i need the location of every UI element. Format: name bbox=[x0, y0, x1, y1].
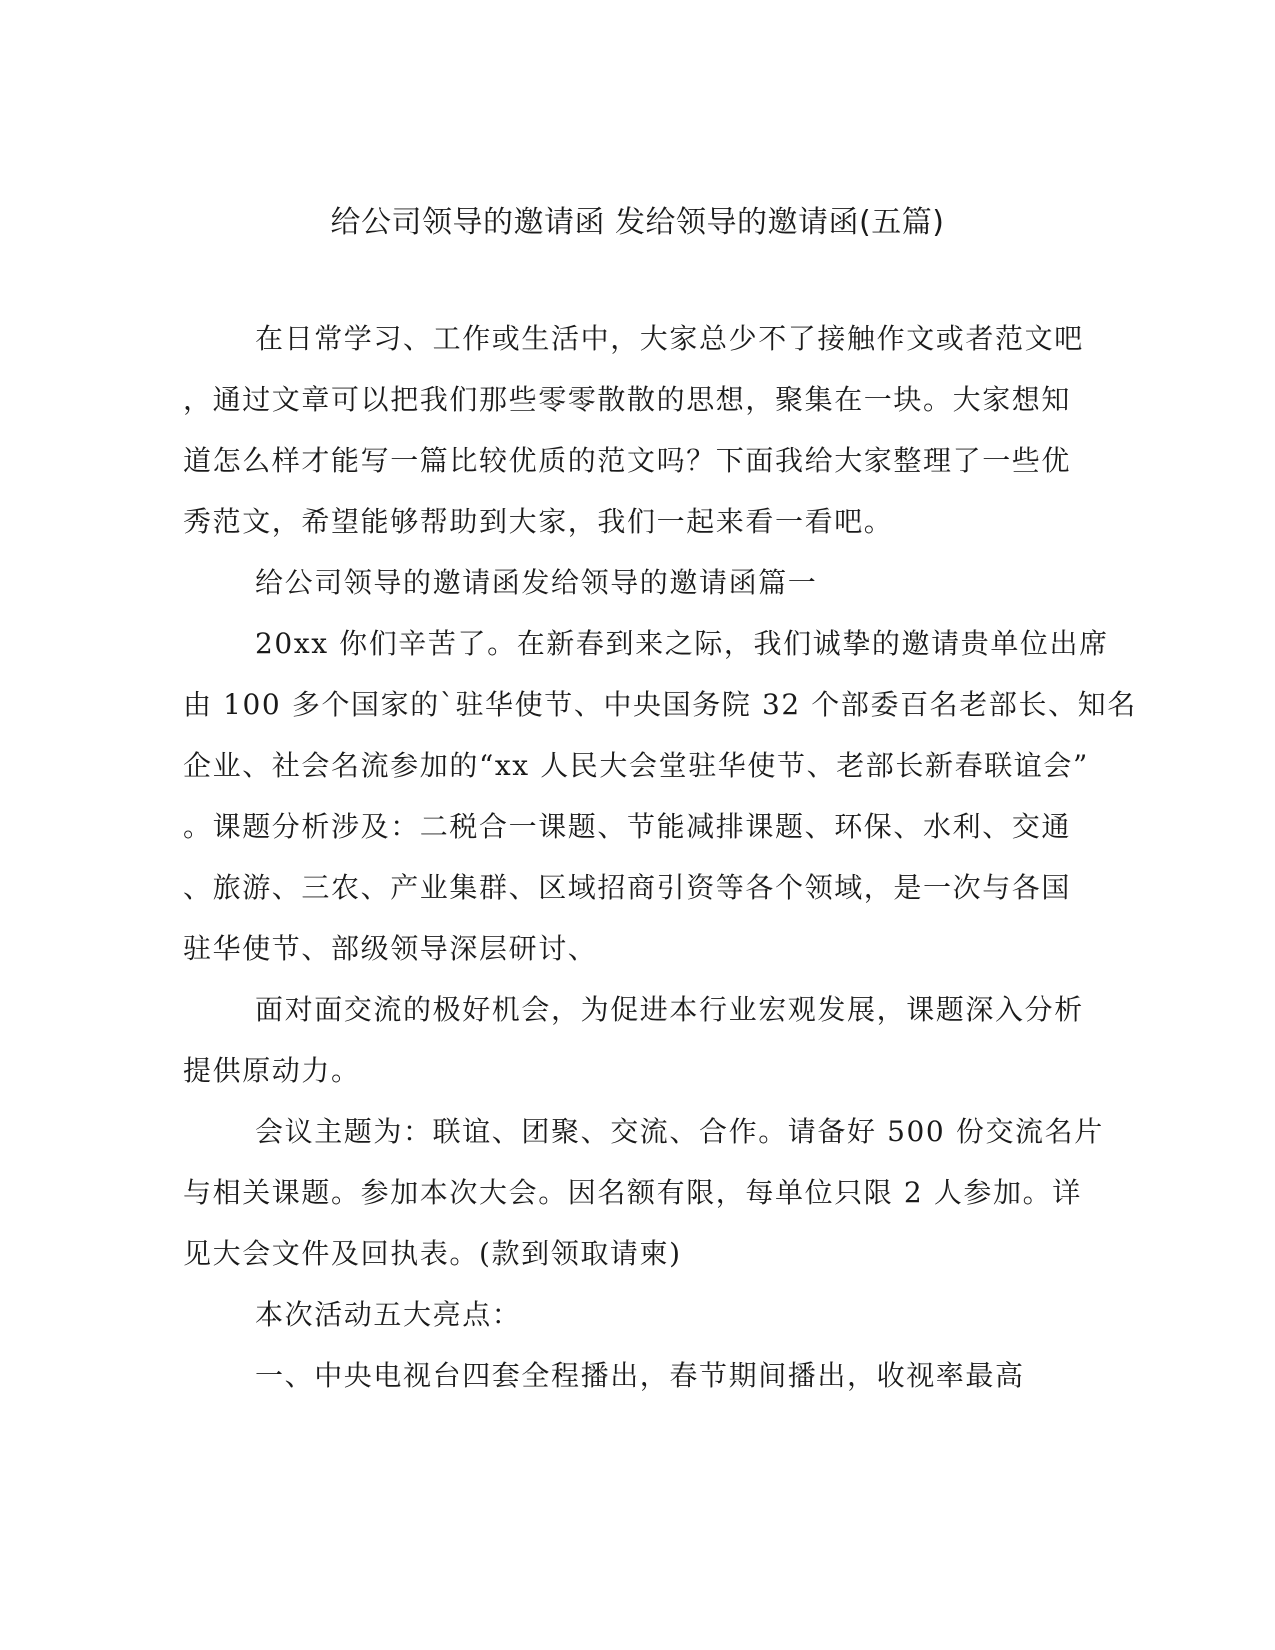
paragraph-line: 在日常学习、工作或生活中，大家总少不了接触作文或者范文吧 bbox=[255, 322, 1084, 355]
paragraph-line: 由 100 多个国家的`驻华使节、中央国务院 32 个部委百名老部长、知名 bbox=[183, 688, 1137, 721]
paragraph-line: 面对面交流的极好机会，为促进本行业宏观发展，课题深入分析 bbox=[255, 993, 1084, 1026]
section-heading: 给公司领导的邀请函发给领导的邀请函篇一 bbox=[255, 566, 818, 599]
paragraph-line: 一、中央电视台四套全程播出，春节期间播出，收视率最高 bbox=[255, 1359, 1025, 1392]
paragraph-line: ，通过文章可以把我们那些零零散散的思想，聚集在一块。大家想知 bbox=[183, 383, 1072, 416]
paragraph-line: 提供原动力。 bbox=[183, 1054, 361, 1087]
paragraph-line: 20xx 你们辛苦了。在新春到来之际，我们诚挚的邀请贵单位出席 bbox=[255, 627, 1109, 660]
paragraph-line: 驻华使节、部级领导深层研讨、 bbox=[183, 932, 598, 965]
document-body bbox=[183, 319, 1137, 1417]
paragraph-line: 道怎么样才能写一篇比较优质的范文吗？下面我给大家整理了一些优 bbox=[183, 444, 1072, 477]
paragraph-line: 与相关课题。参加本次大会。因名额有限，每单位只限 2 人参加。详 bbox=[183, 1176, 1082, 1209]
paragraph-line: 。课题分析涉及：二税合一课题、节能减排课题、环保、水利、交通 bbox=[183, 810, 1072, 843]
paragraph-line: 、旅游、三农、产业集群、区域招商引资等各个领域，是一次与各国 bbox=[183, 871, 1072, 904]
document-title: 给公司领导的邀请函 发给领导的邀请函(五篇) bbox=[330, 205, 945, 240]
paragraph-line: 见大会文件及回执表。(款到领取请柬) bbox=[183, 1237, 682, 1270]
paragraph-line: 企业、社会名流参加的“xx 人民大会堂驻华使节、老部长新春联谊会” bbox=[183, 749, 1089, 782]
paragraph-line: 本次活动五大亮点： bbox=[255, 1298, 522, 1331]
paragraph-line: 秀范文，希望能够帮助到大家，我们一起来看一看吧。 bbox=[183, 505, 894, 538]
paragraph-line: 会议主题为：联谊、团聚、交流、合作。请备好 500 份交流名片 bbox=[255, 1115, 1104, 1148]
